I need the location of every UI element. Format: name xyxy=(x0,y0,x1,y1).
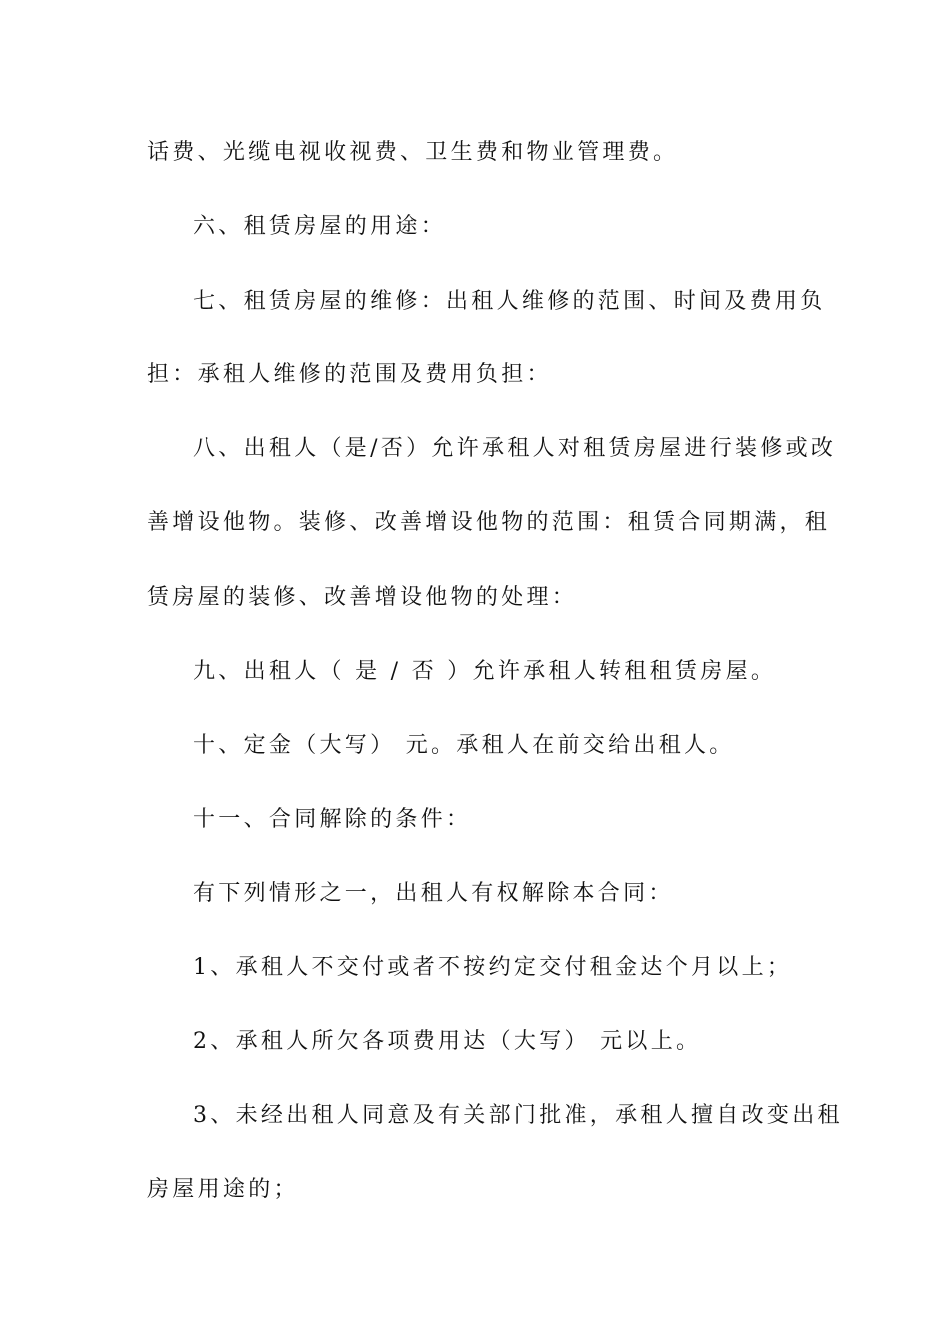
list-item: 3、未经出租人同意及有关部门批准，承租人擅自改变出租 xyxy=(193,1103,843,1128)
text-line: 担：承租人维修的范围及费用负担： xyxy=(147,362,552,387)
paragraph-line: 九、出租人（ 是 / 否 ）允许承租人转租租赁房屋。 xyxy=(193,659,777,684)
paragraph-line: 八、出租人（是/否）允许承租人对租赁房屋进行装修或改 xyxy=(193,436,837,461)
text-line: 善增设他物。装修、改善增设他物的范围：租赁合同期满，租 xyxy=(147,510,831,535)
paragraph-line: 有下列情形之一，出租人有权解除本合同： xyxy=(193,881,674,906)
paragraph-line: 七、租赁房屋的维修：出租人维修的范围、时间及费用负 xyxy=(193,289,826,314)
text-line: 房屋用途的； xyxy=(147,1177,299,1202)
text-line: 话费、光缆电视收视费、卫生费和物业管理费。 xyxy=(147,140,679,165)
section-heading: 六、租赁房屋的用途： xyxy=(193,214,447,239)
text-line: 赁房屋的装修、改善增设他物的处理： xyxy=(147,585,578,610)
list-item: 2、承租人所欠各项费用达（大写） 元以上。 xyxy=(193,1029,702,1054)
paragraph-line: 十、定金（大写） 元。承租人在前交给出租人。 xyxy=(193,733,735,758)
section-heading: 十一、合同解除的条件： xyxy=(193,807,472,832)
list-item: 1、承租人不交付或者不按约定交付租金达个月以上； xyxy=(193,955,793,980)
